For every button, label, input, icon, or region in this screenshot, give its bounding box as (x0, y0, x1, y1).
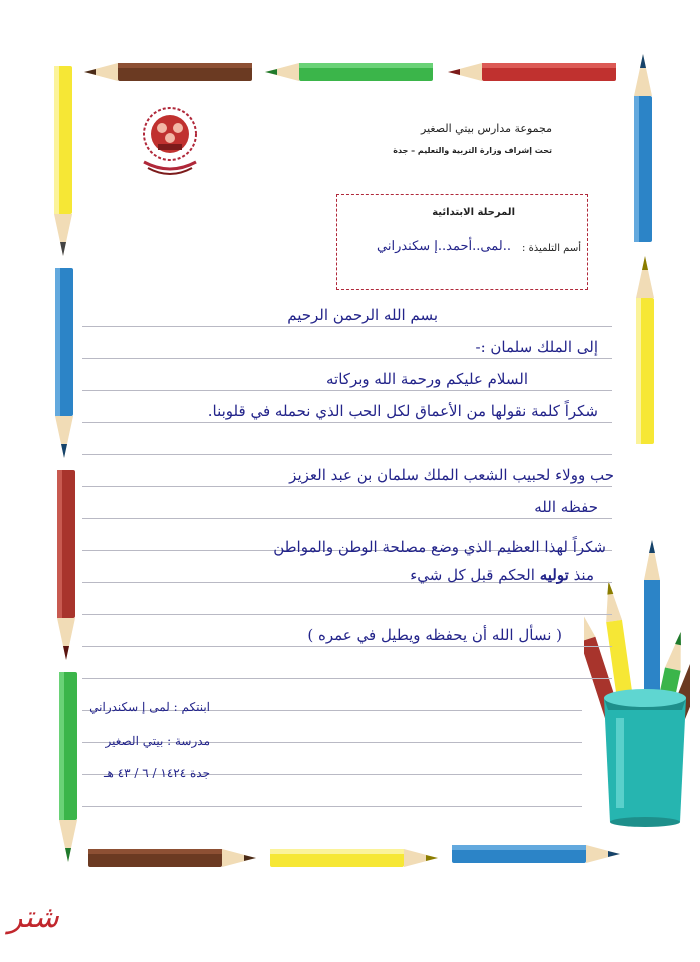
pencil-cup-icon (584, 540, 690, 830)
letter-line: شكراً لهذا العظيم الذي وضع مصلحة الوطن والمواطن (273, 538, 606, 556)
pencil-icon (448, 60, 618, 84)
student-name-value: ..لمى..أحمد..إ سكندراني (377, 239, 511, 254)
pencil-icon (634, 256, 656, 446)
pencil-icon (55, 470, 77, 660)
school-logo-icon (136, 104, 204, 176)
letter-line: حفظه الله (534, 498, 598, 516)
basmala: بسم الله الرحمن الرحيم (287, 306, 438, 324)
pencil-icon (84, 60, 254, 84)
prayer-line: ( نسأل الله أن يحفظه ويطيل في عمره ) (307, 626, 562, 644)
stage-label: المرحلة الابتدائية (432, 207, 515, 218)
signature-school: مدرسة : بيتي الصغير (105, 734, 210, 748)
letter-word: الحكم قبل كل شيء (410, 566, 535, 584)
letter-line (410, 566, 594, 584)
letter-line: شكراً كلمة نقولها من الأعماق لكل الحب الذي نحمله في قلوبنا. (207, 402, 598, 420)
pencil-icon (268, 846, 438, 870)
pencil-icon (450, 842, 620, 866)
signature-from: ابنتكم : لمى إ سكندراني (89, 700, 210, 714)
school-group-title: مجموعة مدارس بيتي الصغير (421, 122, 552, 135)
pencil-icon (57, 672, 79, 862)
watermark-logo: شتر (8, 900, 59, 935)
letter-word-bold: توليه (539, 566, 569, 584)
student-info-box (336, 194, 588, 290)
pencil-icon (86, 846, 256, 870)
recipient-line: إلى الملك سلمان :- (475, 338, 598, 356)
greeting-line: السلام عليكم ورحمة الله وبركاته (326, 370, 528, 388)
pencil-icon (53, 268, 75, 458)
pencil-icon (52, 66, 74, 256)
letter-word: منذ (573, 566, 594, 584)
pencil-icon (632, 54, 654, 244)
letter-line: حب وولاء لحبيب الشعب الملك سلمان بن عبد العزيز (289, 466, 614, 484)
student-name-label: أسم التلميذة : (522, 243, 581, 254)
supervision-subtitle: تحت إشراف وزارة التربية والتعليم – جدة (393, 146, 552, 155)
pencil-icon (265, 60, 435, 84)
signature-date: جدة ١٤٢٤ / ٦ / ٤٣ هـ (104, 766, 210, 780)
